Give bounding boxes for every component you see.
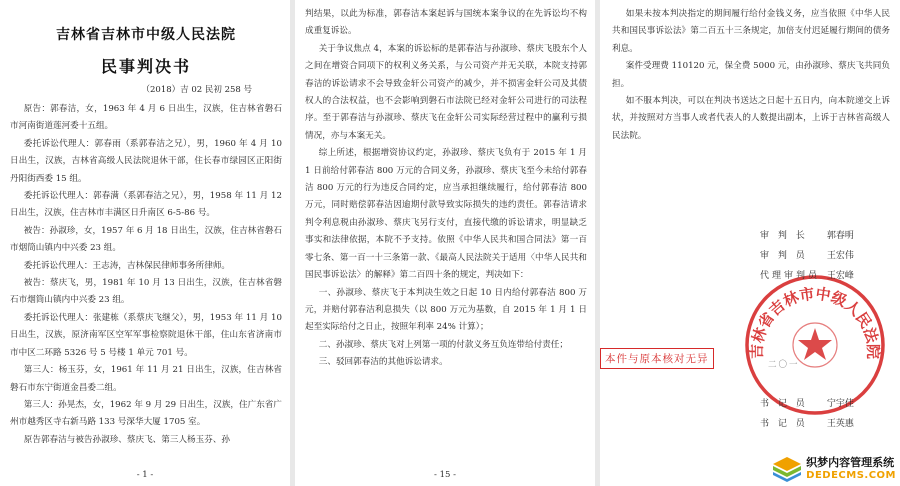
signature-role: 书 记 员 (760, 419, 808, 429)
party-paragraph: 原告：郭春洁，女，1963 年 4 月 6 日出生，汉族，住吉林省磐石市河南街道莲河委十五组。 (10, 104, 282, 132)
seal-text: 吉林省吉林市中级人民法院 (747, 284, 883, 360)
party-paragraph: 委托诉讼代理人：张建栋（系蔡庆飞继父），男，1953 年 11 月 10 日出生，汉族，原济南军区空军军事检察院退休干部，住山东省济南市市中区二环路 5326 号 5 号楼 1 单元 701 号。 (10, 312, 282, 358)
judgment-page-15 (295, 0, 595, 486)
signature-role: 代理审判员 (760, 271, 821, 281)
signature-role: 审 判 员 (760, 251, 808, 261)
watermark-name: 织梦内容管理系统 (806, 456, 895, 469)
page-number: - 15 - (434, 470, 456, 480)
party-paragraph: 被告：蔡庆飞，男，1981 年 10 月 13 日出生，汉族，住吉林省磐石市烟筒山镇内中兴委 23 组。 (10, 278, 282, 306)
verdict-item: 三、驳回郭春洁的其他诉讼请求。 (318, 357, 448, 368)
body-paragraph: 判结果，以此为标准，郭春洁本案起诉与国统本案争议的在先诉讼均不构成重复诉讼。 (305, 9, 587, 37)
party-paragraph: 委托诉讼代理人：郭春雨（系郭春洁之兄），男，1960 年 4 月 10 日出生，汉族，吉林省高级人民法院退休干部，住长春市绿园区正阳街丹阳街西委 15 组。 (10, 138, 282, 184)
case-number: （2018）吉 02 民初 258 号 (141, 85, 252, 95)
signature-line (760, 396, 880, 409)
watermark-url: DEDECMS.COM (806, 470, 896, 481)
signature-name: 王宏伟 (826, 251, 854, 261)
signature-line (760, 268, 880, 281)
signature-line (760, 228, 880, 241)
party-paragraph: 被告：孙淑珍，女，1957 年 6 月 18 日出生，汉族，住吉林省磐石市烟筒山镇内中兴委 23 组。 (10, 225, 282, 254)
party-paragraph: 原告郭春洁与被告孙淑珍、蔡庆飞、第三人杨玉芬、孙 (23, 434, 231, 445)
signature-name: 王宏峰 (826, 271, 854, 281)
document-type: 民事判决书 (100, 57, 191, 76)
court-name: 吉林省吉林市中级人民法院 (56, 27, 236, 43)
body-paragraph: 关于争议焦点 4，本案的诉讼标的是郭春洁与孙淑珍、蔡庆飞股东个人之间在增资合同项下的权利义务关系，与公司资产并无关联，本院支持郭春洁的诉讼请求不会导致金轩公司资产的减少，并不损害金轩公司及其债权人的合法权益，也不会影响到磐石市法院已经对金轩公司进行的司法程序。至于郭春洁与孙淑珍、蔡庆飞在金轩公司实际经营过程中的赢利亏损情况，亦与本案无关。 (305, 43, 587, 141)
signature-role: 审 判 长 (760, 231, 808, 241)
signature-role: 书 记 员 (760, 399, 808, 409)
watermark (772, 456, 896, 482)
judgment-date: 二〇一 (768, 360, 800, 370)
signature-name: 宁宇佳 (826, 399, 854, 409)
copy-verified-stamp: 本件与原本核对无异 (600, 348, 714, 369)
signature-line (760, 248, 880, 261)
signature-name: 王英惠 (826, 419, 854, 429)
party-paragraph: 委托诉讼代理人：王志涛，吉林保民律师事务所律师。 (23, 260, 231, 271)
verdict-item: 一、孙淑珍、蔡庆飞于本判决生效之日起 10 日内给付郭春洁 800 万元，并赔付郭春洁利息损失（以 800 万元为基数，自 2015 年 1 月 1 日起至实际给付之日止，按照年利率 24% 计算）； (305, 287, 587, 333)
signature-name: 郭春明 (826, 231, 854, 241)
verdict-item: 二、孙淑珍、蔡庆飞对上列第一项的付款义务互负连带给付责任； (318, 339, 568, 350)
party-paragraph: 第三人：孙晃杰，女，1962 年 9 月 29 日出生，汉族，住广东省广州市越秀区寺右新马路 133 号深华大厦 1705 室。 (10, 399, 282, 428)
party-paragraph: 第三人：杨玉芬，女，1961 年 11 月 21 日出生，汉族，住吉林省磐石市东宁街道金昌委二组。 (10, 365, 282, 393)
body-paragraph: 综上所述，根据增资协议约定，孙淑珍、蔡庆飞负有于 2015 年 1 月 1 日前给付郭春洁 800 万元的合同义务，孙淑珍、蔡庆飞至今未给付郭春洁 800 万元的行为违反合同约定，应当承担继续履行，给付郭春洁 800 万元，同时赔偿郭春洁因逾期付款导致实际损失的违约责任。郭春洁请求判令利息税由孙淑珍、蔡庆飞另行支付，直接代缴的诉讼请求，明显缺乏事实和法律依据，本院不予支持。依照《中华人民共和国合同法》第一百零七条、第一百一十三条第一款、《最高人民法院关于适用〈中华人民共和国民事诉讼法〉的解释》第二百四十条的规定，判决如下： (305, 148, 587, 281)
party-paragraph: 委托诉讼代理人：郭春满（系郭春洁之兄），男，1958 年 11 月 12 日出生，汉族，住吉林市丰满区日升南区 6-5-86 号。 (10, 191, 282, 219)
appeal-paragraph: 如不服本判决，可以在判决书送达之日起十五日内，向本院递交上诉状，并按照对方当事人或者代表人的人数提出副本，上诉于吉林省高级人民法院。 (612, 96, 890, 141)
body-paragraph: 如果未按本判决指定的期间履行给付金钱义务，应当依照《中华人民共和国民事诉讼法》第二百五十三条规定，加倍支付迟延履行期间的债务利息。 (612, 9, 890, 54)
judgment-final-page (600, 0, 900, 486)
signature-line (760, 416, 880, 429)
watermark-logo-icon (772, 456, 802, 482)
page-number: - 1 - (136, 470, 154, 480)
judgment-page-1 (0, 0, 290, 486)
fee-paragraph: 案件受理费 110120 元，保全费 5000 元，由孙淑珍、蔡庆飞共同负担。 (612, 61, 890, 89)
